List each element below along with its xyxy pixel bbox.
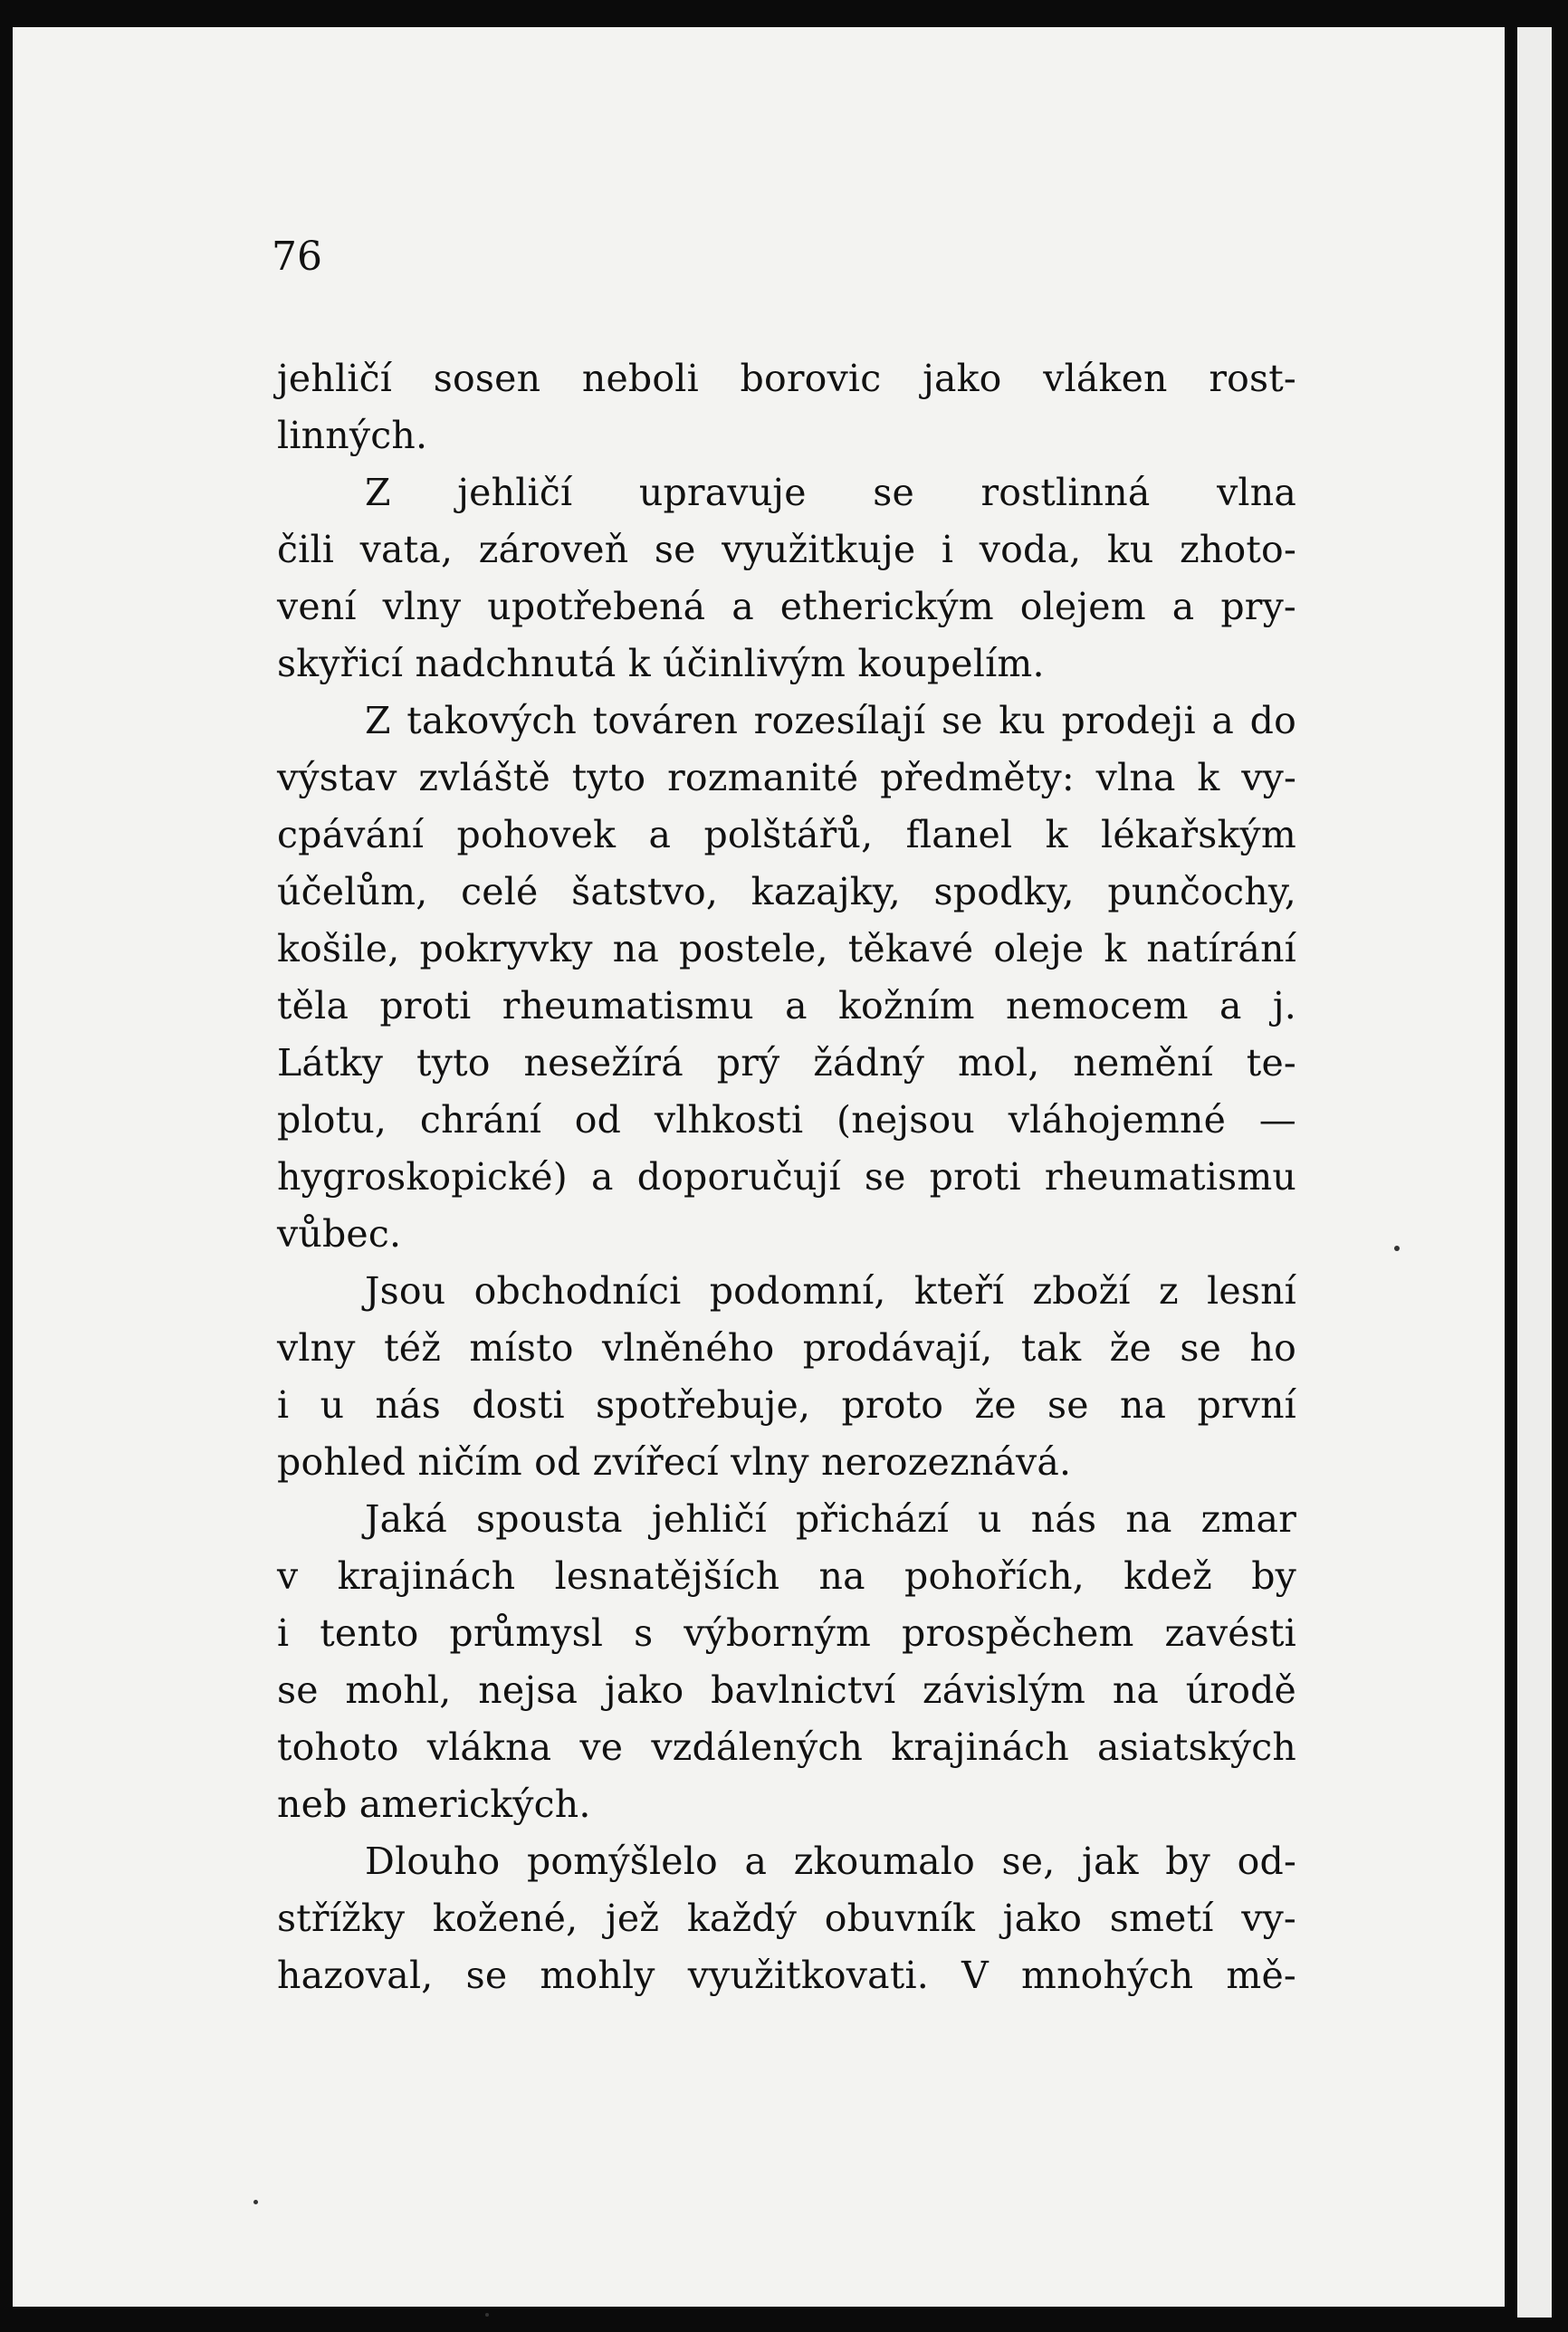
text-line: linných. — [277, 414, 428, 457]
text-line: se mohl, nejsa jako bavlnictví závislým na úrodě — [277, 1668, 1296, 1712]
text-line: Jaká spousta jehličí přichází u nás na zmar — [365, 1497, 1296, 1541]
text-line: čili vata, zároveň se využitkuje i voda, ku zhoto- — [277, 528, 1296, 571]
page-number: 76 — [272, 234, 322, 280]
text-line: Z jehličí upravuje se rostlinná vlna — [365, 471, 1296, 514]
text-line: cpávání pohovek a polštářů, flanel k lékařským — [277, 813, 1296, 856]
text-line: tohoto vlákna ve vzdálených krajinách asiatských — [277, 1725, 1296, 1769]
text-line: i tento průmysl s výborným prospěchem zavésti — [277, 1611, 1296, 1655]
text-line: hazoval, se mohly využitkovati. V mnohých mě- — [277, 1954, 1296, 1997]
next-page-edge — [1517, 27, 1552, 2318]
text-line: účelům, celé šatstvo, kazajky, spodky, punčochy, — [277, 870, 1296, 913]
text-line: Jsou obchodníci podomní, kteří zboží z lesní — [365, 1269, 1296, 1313]
paper-speck — [485, 2313, 489, 2317]
text-line: v krajinách lesnatějších na pohořích, kdež by — [277, 1554, 1296, 1598]
paper-speck — [253, 2200, 258, 2204]
text-line: výstav zvláště tyto rozmanité předměty: vlna k vy- — [277, 756, 1296, 799]
text-line: vení vlny upotřebená a etherickým olejem a pry- — [277, 585, 1296, 628]
page-edge-shadow — [1505, 27, 1517, 2318]
text-line: skyřicí nadchnutá k účinlivým koupelím. — [277, 642, 1045, 685]
text-line: Dlouho pomýšlelo a zkoumalo se, jak by od- — [365, 1840, 1296, 1883]
text-line: plotu, chrání od vlhkosti (nejsou vláhojemné — — [277, 1098, 1296, 1142]
text-line: Z takových továren rozesílají se ku prodeji a do — [365, 699, 1296, 742]
text-line: pohled ničím od zvířecí vlny nerozeznává. — [277, 1440, 1072, 1484]
text-line: košile, pokryvky na postele, těkavé oleje k natírání — [277, 927, 1296, 970]
text-line: neb amerických. — [277, 1782, 591, 1826]
text-line: Látky tyto nesežírá prý žádný mol, nemění te- — [277, 1041, 1296, 1085]
text-line: jehličí sosen neboli borovic jako vláken rost- — [277, 357, 1296, 400]
text-line: střížky kožené, jež každý obuvník jako smetí vy- — [277, 1897, 1296, 1940]
text-line: hygroskopické) a doporučují se proti rheumatismu — [277, 1155, 1296, 1199]
text-line: vlny též místo vlněného prodávají, tak že se ho — [277, 1326, 1296, 1370]
text-line: i u nás dosti spotřebuje, proto že se na první — [277, 1383, 1296, 1427]
paper-speck — [1394, 1246, 1400, 1251]
text-line: těla proti rheumatismu a kožním nemocem a j. — [277, 984, 1296, 1027]
text-line: vůbec. — [277, 1212, 402, 1256]
